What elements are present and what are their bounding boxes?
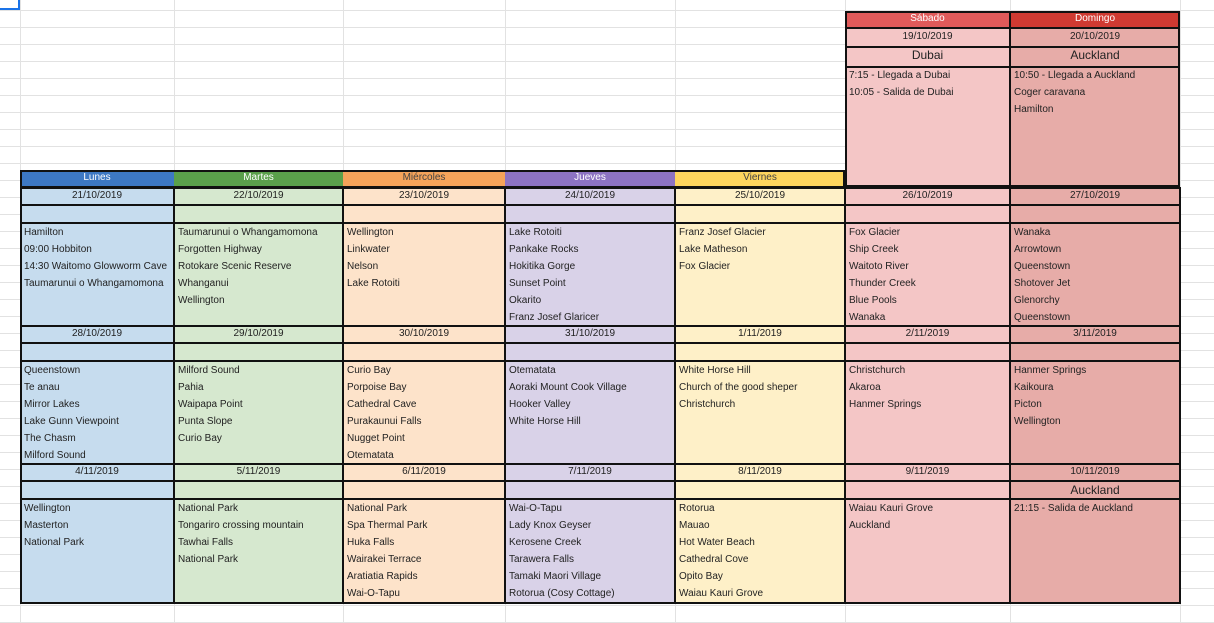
- activity-cell[interactable]: 10:50 - Llegada a Auckland: [1014, 70, 1136, 81]
- date-cell[interactable]: 24/10/2019: [505, 187, 675, 205]
- activity-cell[interactable]: Hanmer Springs: [1014, 365, 1087, 376]
- date-cell[interactable]: 10/11/2019: [1010, 463, 1180, 481]
- activity-cell[interactable]: Aoraki Mount Cook Village: [509, 382, 627, 393]
- activity-cell[interactable]: Mauao: [679, 520, 710, 531]
- activity-cell[interactable]: Christchurch: [679, 399, 736, 410]
- activity-cell[interactable]: Nelson: [347, 261, 379, 272]
- city-cell[interactable]: [343, 481, 505, 499]
- activity-cell[interactable]: Punta Slope: [178, 416, 233, 427]
- activity-cell[interactable]: Curio Bay: [178, 433, 222, 444]
- activity-cell[interactable]: Wai-O-Tapu: [509, 503, 562, 514]
- city-cell[interactable]: [20, 205, 174, 223]
- week-top-border: [20, 325, 1180, 327]
- day-header-jueves[interactable]: Jueves: [505, 170, 675, 187]
- activity-cell[interactable]: Blue Pools: [849, 295, 897, 306]
- row-divider: [20, 222, 1180, 224]
- activity-cell[interactable]: Taumarunui o Whangamomona: [178, 227, 318, 238]
- day-header-martes[interactable]: Martes: [174, 170, 343, 187]
- date-cell[interactable]: 22/10/2019: [174, 187, 343, 205]
- activity-cell[interactable]: Lady Knox Geyser: [509, 520, 592, 531]
- activity-cell[interactable]: Auckland: [849, 520, 891, 531]
- activity-cell[interactable]: Franz Josef Glaricer: [509, 312, 600, 323]
- date-cell[interactable]: 19/10/2019: [845, 28, 1010, 46]
- city-cell[interactable]: [174, 343, 343, 361]
- activity-cell[interactable]: Kerosene Creek: [509, 537, 582, 548]
- col-divider: [504, 187, 506, 604]
- row-divider: [20, 498, 1180, 500]
- activity-cell[interactable]: Lake Rotoiti: [509, 227, 562, 238]
- activity-cell[interactable]: Purakaunui Falls: [347, 416, 422, 427]
- activity-cell[interactable]: Wellington: [347, 227, 394, 238]
- row-divider: [20, 342, 1180, 344]
- activity-cell[interactable]: Thunder Creek: [849, 278, 916, 289]
- city-cell[interactable]: [845, 205, 1010, 223]
- activity-cell[interactable]: Rotorua (Cosy Cottage): [509, 588, 615, 599]
- activity-cell[interactable]: Wellington: [24, 503, 71, 514]
- activity-cell[interactable]: Te anau: [24, 382, 60, 393]
- city-cell[interactable]: Dubai: [845, 46, 1010, 67]
- activity-cell[interactable]: Pahia: [178, 382, 204, 393]
- col-divider: [844, 187, 846, 604]
- activity-cell[interactable]: 7:15 - Llegada a Dubai: [849, 70, 951, 81]
- date-cell[interactable]: 30/10/2019: [343, 325, 505, 343]
- activity-cell[interactable]: Taumarunui o Whangamomona: [24, 278, 164, 289]
- city-cell[interactable]: [20, 481, 174, 499]
- activity-cell[interactable]: Forgotten Highway: [178, 244, 262, 255]
- row-divider: [845, 46, 1180, 48]
- col-divider: [674, 187, 676, 604]
- date-cell[interactable]: 7/11/2019: [505, 463, 675, 481]
- date-cell[interactable]: 5/11/2019: [174, 463, 343, 481]
- activity-cell[interactable]: White Horse Hill: [509, 416, 581, 427]
- activity-cell[interactable]: Arrowtown: [1014, 244, 1062, 255]
- activity-cell[interactable]: National Park: [178, 503, 239, 514]
- date-cell[interactable]: 21/10/2019: [20, 187, 174, 205]
- row-divider: [20, 360, 1180, 362]
- date-cell[interactable]: 3/11/2019: [1010, 325, 1180, 343]
- activity-cell[interactable]: Wanaka: [849, 312, 886, 323]
- activity-cell[interactable]: Lake Rotoiti: [347, 278, 400, 289]
- activity-cell[interactable]: National Park: [178, 554, 239, 565]
- activity-cell[interactable]: Cathedral Cave: [347, 399, 417, 410]
- date-cell[interactable]: 2/11/2019: [845, 325, 1010, 343]
- activity-cell[interactable]: Lake Matheson: [679, 244, 748, 255]
- activity-cell[interactable]: Masterton: [24, 520, 69, 531]
- city-cell[interactable]: [20, 343, 174, 361]
- activity-cell[interactable]: Shotover Jet: [1014, 278, 1071, 289]
- activity-cell[interactable]: Wellington: [178, 295, 225, 306]
- date-cell[interactable]: 23/10/2019: [343, 187, 505, 205]
- col-divider: [20, 187, 22, 604]
- day-header-sabado[interactable]: Sábado: [845, 11, 1010, 28]
- activity-cell[interactable]: Kaikoura: [1014, 382, 1054, 393]
- date-cell[interactable]: 31/10/2019: [505, 325, 675, 343]
- activity-cell[interactable]: 14:30 Waitomo Glowworm Cave: [24, 261, 168, 272]
- activity-cell[interactable]: Waitoto River: [849, 261, 909, 272]
- date-cell[interactable]: 9/11/2019: [845, 463, 1010, 481]
- activity-cell[interactable]: Fox Glacier: [849, 227, 901, 238]
- date-cell[interactable]: 26/10/2019: [845, 187, 1010, 205]
- activity-cell[interactable]: Hokitika Gorge: [509, 261, 576, 272]
- activity-cell[interactable]: Aratiatia Rapids: [347, 571, 418, 582]
- activity-cell[interactable]: Nugget Point: [347, 433, 405, 444]
- activity-cell[interactable]: Queenstown: [1014, 312, 1071, 323]
- activity-cell[interactable]: 09:00 Hobbiton: [24, 244, 92, 255]
- city-cell[interactable]: [675, 205, 845, 223]
- activity-cell[interactable]: National Park: [24, 537, 85, 548]
- city-cell[interactable]: Auckland: [1010, 46, 1180, 67]
- activity-cell[interactable]: Waiau Kauri Grove: [849, 503, 934, 514]
- city-cell[interactable]: [1010, 205, 1180, 223]
- activity-cell[interactable]: Okarito: [509, 295, 542, 306]
- activity-cell[interactable]: Picton: [1014, 399, 1042, 410]
- activity-cell[interactable]: Fox Glacier: [679, 261, 731, 272]
- activity-cell[interactable]: Opito Bay: [679, 571, 723, 582]
- date-cell[interactable]: 6/11/2019: [343, 463, 505, 481]
- activity-cell[interactable]: Coger caravana: [1014, 87, 1086, 98]
- activity-cell[interactable]: Huka Falls: [347, 537, 395, 548]
- activity-cell[interactable]: Rotokare Scenic Reserve: [178, 261, 292, 272]
- activity-cell[interactable]: Franz Josef Glacier: [679, 227, 766, 238]
- activity-cell[interactable]: Whanganui: [178, 278, 229, 289]
- date-cell[interactable]: 1/11/2019: [675, 325, 845, 343]
- row-divider: [845, 27, 1180, 29]
- activity-cell[interactable]: Curio Bay: [347, 365, 391, 376]
- city-cell[interactable]: [675, 343, 845, 361]
- activity-cell[interactable]: Hot Water Beach: [679, 537, 755, 548]
- city-cell[interactable]: [505, 343, 675, 361]
- col-divider: [173, 187, 175, 604]
- col-divider: [342, 187, 344, 604]
- city-cell[interactable]: [675, 481, 845, 499]
- activity-cell[interactable]: National Park: [347, 503, 408, 514]
- date-cell[interactable]: 8/11/2019: [675, 463, 845, 481]
- activity-cell[interactable]: Tongariro crossing mountain: [178, 520, 304, 531]
- activity-cell[interactable]: Ship Creek: [849, 244, 899, 255]
- city-cell[interactable]: [343, 205, 505, 223]
- col-divider: [1009, 187, 1011, 604]
- activity-cell[interactable]: Tamaki Maori Village: [509, 571, 602, 582]
- day-header-domingo[interactable]: Domingo: [1010, 11, 1180, 28]
- activity-cell[interactable]: Milford Sound: [24, 450, 86, 461]
- activity-cell[interactable]: Akaroa: [849, 382, 881, 393]
- activity-cell[interactable]: Linkwater: [347, 244, 390, 255]
- activity-cell[interactable]: White Horse Hill: [679, 365, 751, 376]
- activity-cell[interactable]: Hanmer Springs: [849, 399, 922, 410]
- activity-cell[interactable]: Wanaka: [1014, 227, 1051, 238]
- activity-cell[interactable]: 10:05 - Salida de Dubai: [849, 87, 954, 98]
- activity-cell[interactable]: Hamilton: [1014, 104, 1054, 115]
- city-cell[interactable]: [845, 481, 1010, 499]
- day-header-viernes[interactable]: Viernes: [675, 170, 845, 187]
- activity-cell[interactable]: Lake Gunn Viewpoint: [24, 416, 119, 427]
- week-top-border: [20, 187, 1180, 189]
- activity-cell[interactable]: Wellington: [1014, 416, 1061, 427]
- city-cell[interactable]: [174, 481, 343, 499]
- city-cell[interactable]: [845, 343, 1010, 361]
- activity-cell[interactable]: Otematata: [509, 365, 556, 376]
- activity-cell[interactable]: Rotorua: [679, 503, 715, 514]
- activity-cell[interactable]: Waipapa Point: [178, 399, 243, 410]
- row-divider: [20, 480, 1180, 482]
- date-cell[interactable]: 25/10/2019: [675, 187, 845, 205]
- city-cell[interactable]: [343, 343, 505, 361]
- date-cell[interactable]: 27/10/2019: [1010, 187, 1180, 205]
- col-divider: [1009, 11, 1011, 187]
- date-cell[interactable]: 28/10/2019: [20, 325, 174, 343]
- activity-cell[interactable]: Hamilton: [24, 227, 64, 238]
- activity-cell[interactable]: Tawhai Falls: [178, 537, 234, 548]
- day-header-lunes[interactable]: Lunes: [20, 170, 174, 187]
- activity-cell[interactable]: Pankake Rocks: [509, 244, 579, 255]
- activity-cell[interactable]: Church of the good sheper: [679, 382, 798, 393]
- activity-cell[interactable]: 21:15 - Salida de Auckland: [1014, 503, 1133, 514]
- activity-cell[interactable]: Tarawera Falls: [509, 554, 575, 565]
- calendar-bottom-border: [20, 602, 1180, 604]
- activity-cell[interactable]: The Chasm: [24, 433, 76, 444]
- date-cell[interactable]: 4/11/2019: [20, 463, 174, 481]
- day-header-miercoles[interactable]: Miércoles: [343, 170, 505, 187]
- activity-cell[interactable]: Queenstown: [24, 365, 81, 376]
- activity-cell[interactable]: Spa Thermal Park: [347, 520, 428, 531]
- activity-cell[interactable]: Glenorchy: [1014, 295, 1060, 306]
- activity-cell[interactable]: Wai-O-Tapu: [347, 588, 400, 599]
- city-cell[interactable]: Auckland: [1010, 481, 1180, 499]
- activity-cell[interactable]: Hooker Valley: [509, 399, 571, 410]
- city-cell[interactable]: [505, 481, 675, 499]
- row-divider: [20, 204, 1180, 206]
- activity-cell[interactable]: Porpoise Bay: [347, 382, 407, 393]
- city-cell[interactable]: [1010, 343, 1180, 361]
- city-cell[interactable]: [174, 205, 343, 223]
- activity-cell[interactable]: Sunset Point: [509, 278, 566, 289]
- activity-cell[interactable]: Otematata: [347, 450, 394, 461]
- row-divider: [845, 66, 1180, 68]
- activity-cell[interactable]: Wairakei Terrace: [347, 554, 422, 565]
- city-cell[interactable]: [505, 205, 675, 223]
- date-cell[interactable]: 20/10/2019: [1010, 28, 1180, 46]
- activity-cell[interactable]: Christchurch: [849, 365, 906, 376]
- activity-cell[interactable]: Queenstown: [1014, 261, 1071, 272]
- activity-cell[interactable]: Cathedral Cove: [679, 554, 749, 565]
- activity-cell[interactable]: Waiau Kauri Grove: [679, 588, 764, 599]
- activity-cell[interactable]: Mirror Lakes: [24, 399, 80, 410]
- date-cell[interactable]: 29/10/2019: [174, 325, 343, 343]
- col-divider: [1179, 187, 1181, 604]
- week-top-border: [20, 463, 1180, 465]
- activity-cell[interactable]: Milford Sound: [178, 365, 240, 376]
